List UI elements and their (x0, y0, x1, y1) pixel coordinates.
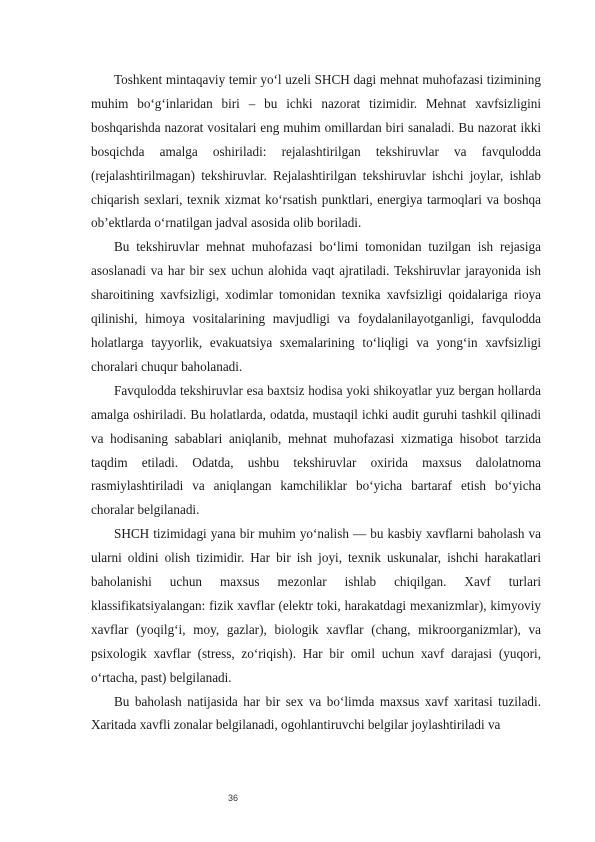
paragraph-emergency-inspections: Favqulodda tekshiruvlar esa baxtsiz hodisa yoki shikoyatlar yuz bergan hollarda amalga oshiriladi. Bu holatlarda, odatda, mustaqil ichki audit guruhi tashkil qilinadi va hodisaning sabablari aniqlanib, mehnat muhofazasi xizmatiga hisobot tarzida taqdim etiladi. Odatda, ushbu tekshiruvlar oxirida maxsus dalolatnoma rasmiylashtiriladi va aniqlangan kamchiliklar bo‘yicha bartaraf etish bo‘yicha choralar belgilanadi. (91, 382, 541, 518)
page-number: 36 (228, 793, 239, 803)
paragraph-internal-control: Toshkent mintaqaviy temir yo‘l uzeli SHCH dagi mehnat muhofazasi tizimining muhim bo‘g‘inlaridan biri – bu ichki nazorat tizimidir. Mehnat xavfsizligini boshqarishda nazorat vositalari eng muhim omillardan biri sanaladi. Bu nazorat ikki bosqichda amalga oshiriladi: rejalashtirilgan tekshiruvlar va favqulodda (rejalashtirilmagan) tekshiruvlar. Rejalashtirilgan tekshiruvlar ishchi joylar, ishlab chiqarish sexlari, texnik xizmat ko‘rsatish punktlari, energiya tarmoqlari va boshqa ob’ektlarda o‘rnatilgan jadval asosida olib boriladi. (91, 72, 541, 231)
document-body (91, 68, 541, 737)
paragraph-risk-map: Bu baholash natijasida har bir sex va bo‘limda maxsus xavf xaritasi tuziladi. Xaritada xavfli zonalar belgilanadi, ogohlantiruvchi belgilar joylashtiriladi va (91, 693, 541, 733)
paragraph-inspection-plan: Bu tekshiruvlar mehnat muhofazasi bo‘limi tomonidan tuzilgan ish rejasiga asoslanadi va har bir sex uchun alohida vaqt ajratiladi. Tekshiruvlar jarayonida ish sharoitining xavfsizligi, xodimlar tomonidan texnika xavfsizligi qoidalariga rioya qilinishi, himoya vositalarining mavjudligi va foydalanilayotganligi, favqulodda holatlarga tayyorlik, evakuatsiya sxemalarining to‘liqligi va yong‘in xavfsizligi choralari chuqur baholanadi. (91, 239, 541, 374)
paragraph-risk-assessment: SHCH tizimidagi yana bir muhim yo‘nalish — bu kasbiy xavflarni baholash va ularni oldini olish tizimidir. Har bir ish joyi, texnik uskunalar, ishchi harakatlari baholanishi uchun maxsus mezonlar ishlab chiqilgan. Xavf turlari klassifikatsiyalangan: fizik xavflar (elektr toki, harakatdagi mexanizmlar), kimyoviy xavflar (yoqilg‘i, moy, gazlar), biologik xavflar (chang, mikroorganizmlar), va psixologik xavflar (stress, zo‘riqish). Har bir omil uchun xavf darajasi (yuqori, o‘rtacha, past) belgilanadi. (91, 526, 541, 685)
